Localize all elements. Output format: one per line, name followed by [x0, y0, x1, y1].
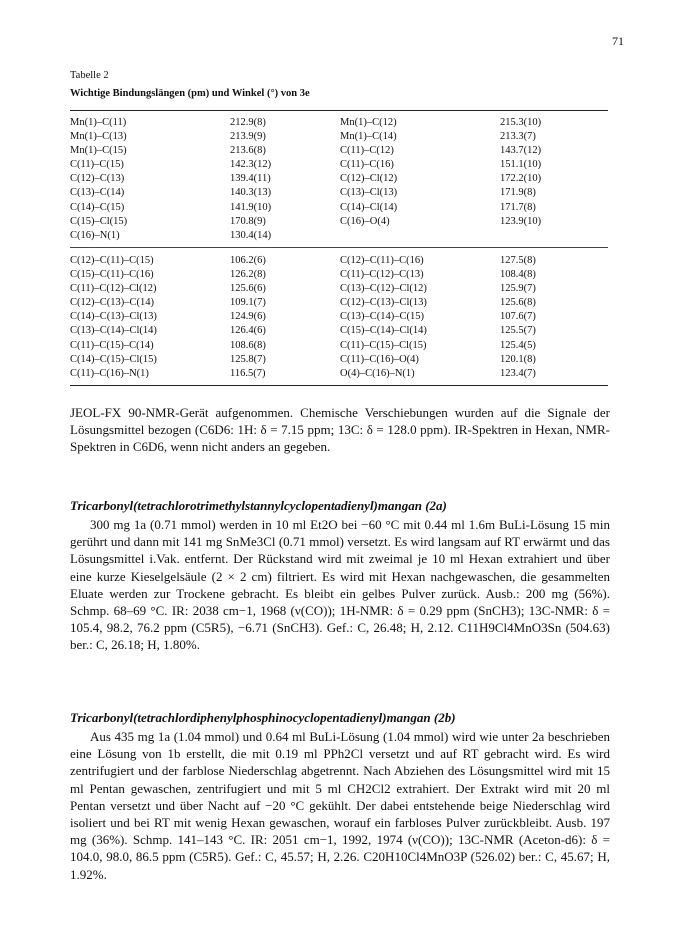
- bond-length-row: [70, 215, 610, 229]
- bond-length-cell: C(12)–Cl(12): [340, 173, 398, 185]
- bond-angle-cell: 127.5(8): [500, 255, 536, 266]
- bond-length-cell: 215.3(10): [500, 117, 542, 128]
- bond-angle-cell: 125.4(5): [500, 339, 536, 351]
- bond-angle-cell: 109.1(7): [230, 297, 266, 309]
- bond-angle-cell: 108.6(8): [230, 339, 266, 351]
- bond-angle-cell: C(13)–C(14)–Cl(14): [70, 325, 157, 337]
- bond-angle-cell: C(11)–C(16)–N(1): [70, 367, 149, 379]
- bond-angle-cell: C(12)–C(13)–C(14): [70, 297, 154, 309]
- bond-length-cell: 213.9(9): [230, 131, 266, 143]
- bond-length-row: [70, 158, 610, 172]
- bond-angle-cell: C(15)–C(14)–Cl(14): [340, 325, 427, 337]
- bond-length-cell: C(16)–N(1): [70, 229, 120, 241]
- section-heading-2b-text: Tricarbonyl(tetrachlordiphenylphosphinocyclopentadienyl)mangan: [70, 710, 431, 725]
- bond-angle-cell: C(11)–C(15)–C(14): [70, 339, 154, 351]
- bond-angle-cell: 108.4(8): [500, 269, 536, 281]
- bond-angle-row: [70, 268, 610, 282]
- bond-angle-row: [70, 310, 610, 324]
- bond-angle-cell: C(14)–C(13)–Cl(13): [70, 311, 157, 323]
- bond-length-cell: Mn(1)–C(12): [340, 117, 397, 128]
- bond-length-cell: 143.7(12): [500, 145, 542, 157]
- bond-length-cell: C(11)–C(15): [70, 159, 124, 171]
- bond-angle-cell: 126.2(8): [230, 269, 266, 281]
- bond-length-row: [70, 201, 610, 215]
- table-mid-rule: [70, 247, 608, 248]
- bond-angle-cell: 125.9(7): [500, 283, 536, 295]
- bond-length-cell: [340, 229, 500, 243]
- bond-angle-cell: 125.5(7): [500, 325, 536, 337]
- bond-length-cell: [500, 229, 610, 243]
- section-text-2a: 300 mg 1a (0.71 mmol) werden in 10 ml Et2O bei −60 °C mit 0.44 ml 1.6m BuLi-Lösung 15 min gerührt und dann mit 141 mg SnMe3Cl (0.71 mmol) versetzt. Es wird langsam auf RT erwärmt und das Lösungsmittel i.Vak. entfernt. Der Rückstand wird mit zweimal je 10 ml Hexan extrahiert und über eine kurze Kieselgelsäule (2 × 2 cm) filtriert. Es wird mit Hexan nachgewaschen, die gesammelten Eluate werden zur Trockene gebracht. Es bleibt ein gelbes Pulver zurück. Ausb.: 200 mg (56%). Schmp. 68–69 °C. IR: 2038 cm−1, 1968 (ν(CO)); 1H-NMR: δ = 0.29 ppm (SnCH3); 13C-NMR: δ = 105.4, 98.2, 76.2 ppm (C5R5), −6.71 (SnCH3). Gef.: C, 26.48; H, 2.12. C11H9Cl4MnO3Sn (504.63) ber.: C, 26.18; H, 1.80%.: [70, 517, 610, 653]
- bond-length-row: [70, 144, 610, 158]
- bond-angle-cell: 120.1(8): [500, 353, 536, 365]
- bond-angle-row: [70, 254, 610, 268]
- bond-angle-cell: C(14)–C(15)–Cl(15): [70, 353, 157, 365]
- bond-angle-cell: C(13)–C(12)–Cl(12): [340, 283, 427, 295]
- bond-length-cell: 142.3(12): [230, 159, 272, 171]
- bond-length-cell: 171.7(8): [500, 201, 536, 213]
- bond-angle-cell: 125.8(7): [230, 353, 266, 365]
- bond-length-cell: C(13)–C(14): [70, 187, 125, 199]
- table-caption: [70, 88, 310, 99]
- table-bottom-rule: [70, 385, 608, 386]
- bond-length-table: [70, 116, 610, 243]
- section-body-2a: [70, 516, 610, 654]
- bond-length-cell: 213.6(8): [230, 145, 266, 157]
- bond-angle-cell: C(12)–C(13)–Cl(13): [340, 297, 427, 309]
- table-title: Tabelle 2: [70, 70, 109, 81]
- bond-length-cell: Mn(1)–C(14): [340, 131, 397, 143]
- bond-length-cell: 212.9(8): [230, 117, 266, 128]
- bond-angle-row: [70, 324, 610, 338]
- bond-length-cell: 171.9(8): [500, 187, 536, 199]
- bond-length-cell: Mn(1)–C(15): [70, 145, 127, 157]
- bond-angle-cell: 125.6(8): [500, 297, 536, 309]
- section-heading-2a-text: Tricarbonyl(tetrachlorotrimethylstannylcyclopentadienyl)mangan: [70, 498, 422, 513]
- bond-angle-cell: 123.4(7): [500, 367, 536, 379]
- section-text-2b: Aus 435 mg 1a (1.04 mmol) und 0.64 ml BuLi-Lösung (1.04 mmol) wird wie unter 2a beschrieben eine Lösung von 1b erstellt, die mit 0.19 ml PPh2Cl versetzt und auf RT gebracht wird. Es wird zentrifugiert und der farblose Niederschlag abgetrennt. Nach Abziehen des Lösungsmittel wird mit 15 ml Pentan gewaschen, zentrifugiert und mit 5 ml CH2Cl2 extrahiert. Der Extrakt wird mit 20 ml Pentan versetzt und über Nacht auf −20 °C gekühlt. Der dabei entstehende beige Niederschlag wird isoliert und bei RT mit wenig Hexan gewaschen, worauf ein farbloses Pulver zurückbleibt. Ausb. 197 mg (36%). Schmp. 141–143 °C. IR: 2051 cm−1, 1992, 1974 (ν(CO)); 13C-NMR (Aceton-d6): δ = 104.0, 98.0, 86.5 ppm (C5R5). Gef.: C, 45.57; H, 2.26. C20H10Cl4MnO3P (526.02) ber.: C, 45.67; H, 1.92%.: [70, 729, 610, 882]
- bond-angle-cell: O(4)–C(16)–N(1): [340, 367, 415, 379]
- bond-length-cell: C(11)–C(12): [340, 145, 394, 157]
- bond-length-cell: 172.2(10): [500, 173, 542, 185]
- bond-angle-cell: C(12)–C(11)–C(16): [340, 255, 424, 266]
- bond-angle-row: [70, 353, 610, 367]
- bond-angle-cell: 107.6(7): [500, 311, 536, 323]
- bond-angle-cell: C(13)–C(14)–C(15): [340, 311, 424, 323]
- bond-angle-cell: 125.6(6): [230, 283, 266, 295]
- table-caption-compound: 3e: [299, 88, 310, 99]
- bond-angle-cell: C(15)–C(11)–C(16): [70, 269, 154, 281]
- intro-text: JEOL-FX 90-NMR-Gerät aufgenommen. Chemische Verschiebungen wurden auf die Signale der Lösungsmittel bezogen (C6D6: 1H: δ = 7.15 ppm; 13C: δ = 128.0 ppm). IR-Spektren in Hexan, NMR-Spektren in C6D6, wenn nicht anders an gegeben.: [70, 405, 610, 455]
- bond-length-row: [70, 229, 610, 243]
- table-top-rule: [70, 110, 608, 111]
- bond-angle-cell: C(12)–C(11)–C(15): [70, 255, 154, 266]
- bond-length-cell: C(11)–C(16): [340, 159, 394, 171]
- section-heading-2b: [70, 710, 610, 726]
- bond-length-cell: C(16)–O(4): [340, 215, 390, 227]
- bond-angle-row: [70, 339, 610, 353]
- section-label-2b: (2b): [433, 710, 456, 725]
- bond-length-cell: 123.9(10): [500, 215, 542, 227]
- bond-length-cell: Mn(1)–C(13): [70, 131, 127, 143]
- bond-angle-cell: C(11)–C(15)–Cl(15): [340, 339, 427, 351]
- table-caption-text: Wichtige Bindungslängen (pm) und Winkel (°) von: [70, 88, 298, 99]
- bond-length-row: [70, 130, 610, 144]
- section-heading-2a: [70, 498, 610, 514]
- bond-angle-table: [70, 254, 610, 381]
- bond-angle-cell: 124.9(6): [230, 311, 266, 323]
- bond-angle-cell: 126.4(6): [230, 325, 266, 337]
- bond-angle-cell: C(11)–C(12)–Cl(12): [70, 283, 157, 295]
- bond-length-cell: Mn(1)–C(11): [70, 117, 127, 128]
- bond-angle-row: [70, 367, 610, 381]
- intro-paragraph: [70, 404, 610, 456]
- bond-length-cell: 130.4(14): [230, 229, 272, 241]
- bond-length-row: [70, 172, 610, 186]
- bond-length-cell: C(13)–Cl(13): [340, 187, 398, 199]
- bond-length-cell: C(14)–C(15): [70, 201, 125, 213]
- section-body-2b: [70, 728, 610, 883]
- page-number: 71: [612, 34, 624, 48]
- bond-length-cell: C(14)–Cl(14): [340, 201, 398, 213]
- bond-length-cell: 139.4(11): [230, 173, 271, 185]
- bond-length-cell: 213.3(7): [500, 131, 536, 143]
- bond-angle-cell: C(11)–C(16)–O(4): [340, 353, 419, 365]
- bond-length-row: [70, 116, 610, 130]
- bond-length-cell: C(12)–C(13): [70, 173, 125, 185]
- bond-angle-cell: 106.2(6): [230, 255, 266, 266]
- bond-angle-cell: 116.5(7): [230, 367, 266, 379]
- bond-length-cell: C(15)–Cl(15): [70, 215, 128, 227]
- bond-angle-row: [70, 296, 610, 310]
- bond-length-cell: 140.3(13): [230, 187, 272, 199]
- section-label-2a: (2a): [425, 498, 447, 513]
- bond-length-cell: 170.8(9): [230, 215, 266, 227]
- bond-angle-cell: C(11)–C(12)–C(13): [340, 269, 424, 281]
- bond-length-cell: 141.9(10): [230, 201, 272, 213]
- bond-angle-row: [70, 282, 610, 296]
- bond-length-cell: 151.1(10): [500, 159, 542, 171]
- bond-length-row: [70, 186, 610, 200]
